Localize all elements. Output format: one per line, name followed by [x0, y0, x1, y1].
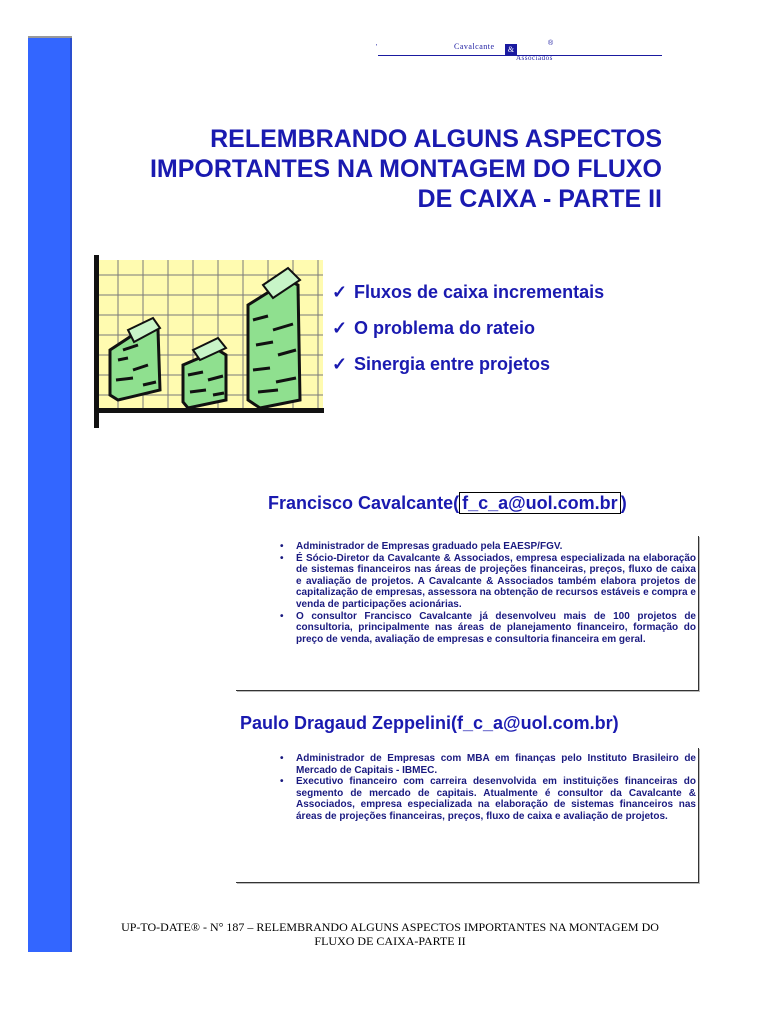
topic-item: [332, 318, 604, 354]
author-2-close: ): [612, 713, 619, 733]
logo-registered: ®: [548, 40, 554, 47]
footer-line-2: FLUXO DE CAIXA-PARTE II: [314, 934, 466, 948]
topic-label: O problema do rateio: [354, 318, 536, 338]
bio-item: • É Sócio-Diretor da Cavalcante & Associados, empresa especializada na elaboração de sistemas financeiros nas áreas de projeções financeiras, preços, fluxo de caixa e avaliação de projetos. A Cavalcante & Associados também elabora projetos de capitalização de empresas, assessora na obtenção de recursos estáveis e compra e venda de participações acionárias.: [296, 553, 696, 611]
logo-tick: ': [376, 44, 378, 51]
money-chart-icon: [88, 250, 328, 430]
footer-line-1: UP-TO-DATE® - N° 187 – RELEMBRANDO ALGUNS ASPECTOS IMPORTANTES NA MONTAGEM DO: [121, 920, 659, 934]
author-1-email-link[interactable]: f_c_a@uol.com.br: [459, 492, 621, 514]
logo-name-bottom: Associados: [516, 54, 553, 62]
title-line-2: IMPORTANTES NA MONTAGEM DO FLUXO: [149, 155, 662, 183]
title-line-1: RELEMBRANDO ALGUNS ASPECTOS: [210, 125, 662, 153]
topic-label: Fluxos de caixa incrementais: [354, 282, 605, 302]
author-2-heading: [240, 713, 619, 734]
check-icon: ✓: [332, 354, 348, 374]
logo-ampersand: &: [505, 44, 517, 56]
author-1-name: Francisco Cavalcante(: [268, 493, 460, 513]
page-title: [120, 124, 662, 214]
bio-item: • Executivo financeiro com carreira desenvolvida em instituições financeiras do segmento de mercado de capitais. Atualmente é consultor da Cavalcante & Associados, empresa especializada na elaboração de sistemas financeiros nas áreas de projeções financeiras, preços, fluxo de caixa e avaliação de projetos.: [296, 776, 696, 822]
page-footer: [100, 920, 680, 948]
author-1-heading: [268, 493, 627, 514]
company-logo: [372, 40, 662, 66]
author-2-name: Paulo Dragaud Zeppelini(f_c_a@uol.com.br: [240, 713, 613, 733]
check-icon: ✓: [332, 282, 348, 302]
topic-item: [332, 282, 604, 318]
logo-name-top: Cavalcante: [454, 42, 495, 51]
topic-list: [332, 282, 604, 390]
author-1-bio-box: [236, 536, 699, 691]
bio-item: • O consultor Francisco Cavalcante já desenvolveu mais de 100 projetos de consultoria, principalmente nas áreas de planejamento financeiro, formação do preço de venda, avaliação de empresas e consultoria financeira em geral.: [296, 611, 696, 646]
topic-item: [332, 354, 604, 390]
author-1-close: ): [620, 493, 627, 513]
author-2-bio-box: [236, 748, 699, 883]
topic-label: Sinergia entre projetos: [354, 354, 551, 374]
bio-item: • Administrador de Empresas com MBA em finanças pelo Instituto Brasileiro de Mercado de Capitais - IBMEC.: [296, 753, 696, 776]
blue-sidebar: [28, 38, 72, 952]
check-icon: ✓: [332, 318, 348, 338]
bio-item: • Administrador de Empresas graduado pela EAESP/FGV.: [296, 541, 696, 553]
title-line-3: DE CAIXA - PARTE II: [417, 185, 662, 213]
